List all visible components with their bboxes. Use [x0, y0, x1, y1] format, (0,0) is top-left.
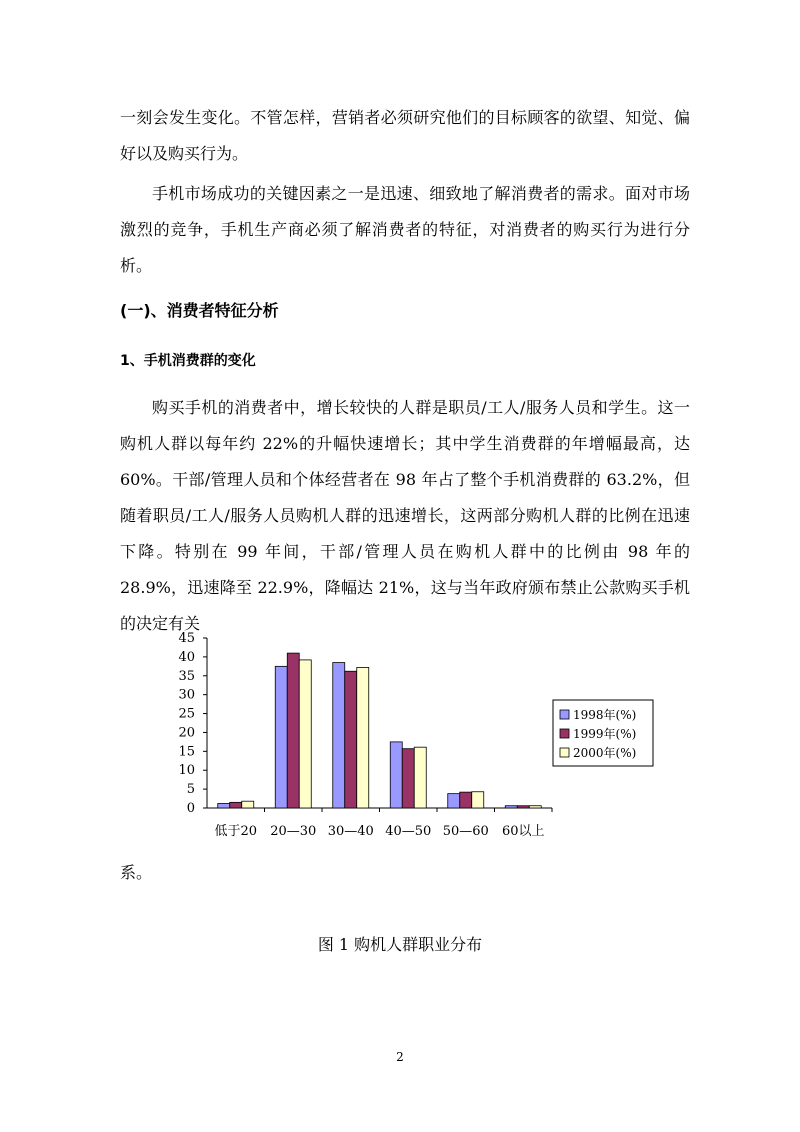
bar	[414, 747, 426, 808]
legend-label: 1999年(%)	[573, 727, 637, 741]
y-tick-label: 30	[178, 687, 195, 703]
y-tick-label: 10	[178, 763, 195, 779]
y-tick-label: 35	[178, 668, 195, 684]
bar	[345, 671, 357, 808]
bar	[390, 742, 402, 808]
bar	[472, 792, 484, 808]
bar	[275, 666, 287, 808]
y-tick-label: 45	[178, 631, 195, 646]
subsection-heading: 1、手机消费群的变化	[120, 353, 256, 369]
bar	[517, 806, 529, 808]
x-tick-label: 30—40	[327, 824, 374, 839]
bar	[287, 653, 299, 808]
bar	[460, 792, 472, 808]
x-tick-label: 50—60	[442, 824, 489, 839]
bar	[230, 802, 242, 808]
y-tick-label: 25	[178, 706, 195, 722]
y-tick-label: 40	[178, 649, 195, 665]
y-tick-label: 20	[178, 725, 195, 741]
paragraph-1: 手机市场成功的关键因素之一是迅速、细致地了解消费者的需求。面对市场激烈的竞争，手机生产商必须了解消费者的特征，对消费者的购买行为进行分析。	[120, 184, 690, 275]
legend-swatch	[560, 710, 569, 719]
y-tick-label: 15	[178, 744, 195, 760]
legend-label: 2000年(%)	[573, 746, 637, 760]
paragraph-2: 购买手机的消费者中，增长较快的人群是职员/工人/服务人员和学生。这一购机人群以每年约 22%的升幅快速增长；其中学生消费群的年增幅最高，达60%。干部/管理人员和个体经营者在 98 年占了整个手机消费群的 63.2%，但随着职员/工人/服务人员购机人群的迅速增长，这两部分购机人群的比例在迅速下降。特别在 99 年间，干部/管理人员在购机人群中的比例由 98 年的 28.9%，迅速降至 22.9%，降幅达 21%，这与当年政府颁布禁止公款购买手机的决定有关	[120, 398, 690, 633]
legend-swatch	[560, 729, 569, 738]
legend-swatch	[560, 748, 569, 757]
x-tick-label: 20—30	[270, 824, 317, 839]
y-tick-label: 5	[186, 782, 195, 798]
bar	[242, 801, 254, 808]
bar	[357, 667, 369, 808]
paragraph-2-continuation: 系。	[120, 863, 153, 882]
x-tick-label: 60以上	[501, 824, 545, 839]
x-tick-label: 40—50	[385, 824, 432, 839]
bar	[402, 749, 414, 808]
figure-caption: 图 1 购机人群职业分布	[317, 935, 483, 954]
y-tick-label: 0	[186, 801, 195, 816]
bar	[448, 794, 460, 808]
bar	[218, 803, 230, 808]
x-tick-label: 低于20	[214, 824, 258, 839]
bar	[505, 806, 517, 808]
bar	[529, 806, 541, 808]
legend-label: 1998年(%)	[573, 708, 637, 722]
page-number: 2	[396, 1050, 404, 1064]
bar	[299, 660, 311, 808]
age-distribution-chart	[160, 625, 680, 845]
section-heading: (一)、消费者特征分析	[120, 301, 279, 320]
bar	[333, 663, 345, 808]
paragraph-0: 一刻会发生变化。不管怎样，营销者必须研究他们的目标顾客的欲望、知觉、偏好以及购买行为。	[120, 108, 690, 163]
